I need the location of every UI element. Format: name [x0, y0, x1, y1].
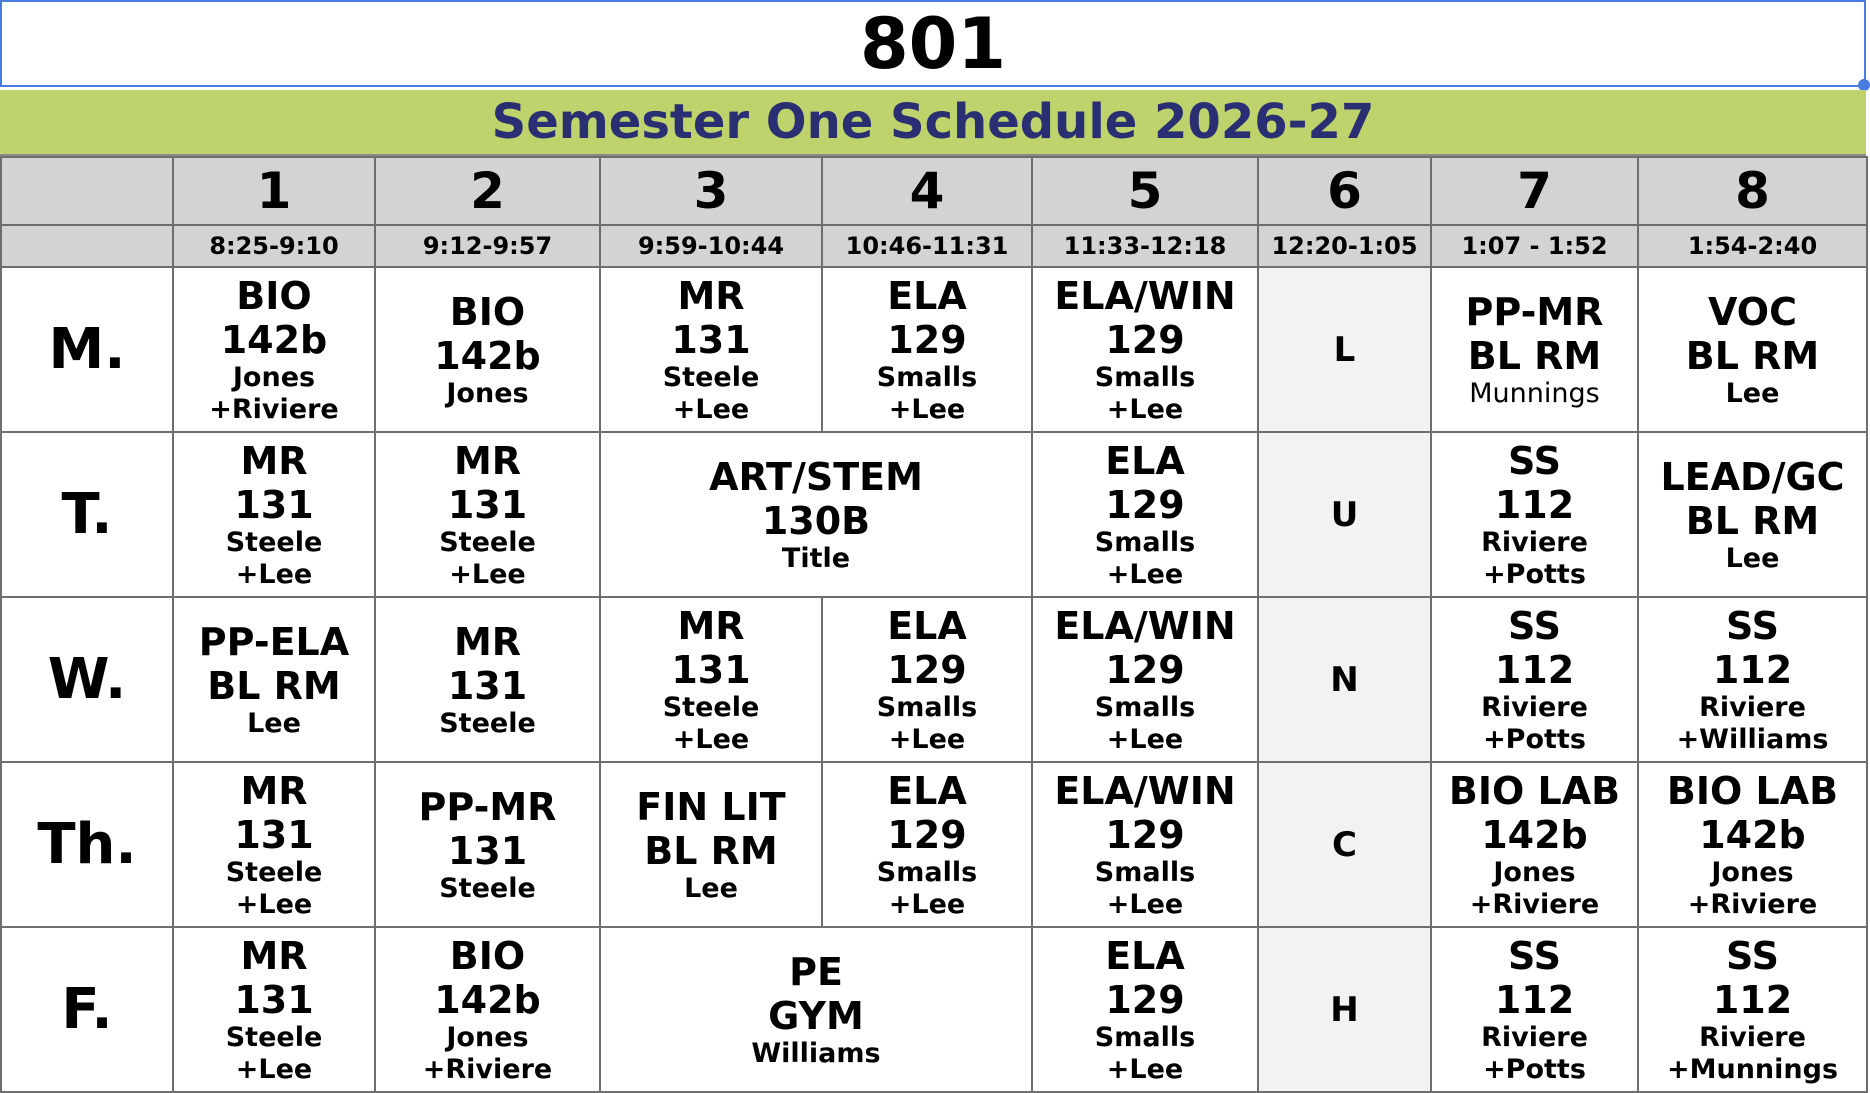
class-room: 129	[887, 317, 967, 362]
class-subject: ELA/WIN	[1054, 603, 1236, 648]
class-room: 129	[887, 812, 967, 857]
class-cell[interactable]	[375, 267, 600, 432]
class-cell[interactable]	[375, 597, 600, 762]
period-time-row	[1, 225, 1867, 267]
period-time: 9:12-9:57	[375, 225, 600, 267]
class-cell[interactable]	[1638, 267, 1867, 432]
class-co-teacher: +Williams	[1676, 723, 1829, 755]
class-co-teacher: +Potts	[1483, 558, 1586, 590]
class-teacher: Jones	[232, 361, 316, 393]
class-subject: MR	[677, 603, 745, 648]
class-teacher: Lee	[247, 707, 301, 739]
class-cell[interactable]	[1638, 927, 1867, 1092]
class-room: 112	[1494, 977, 1575, 1022]
class-co-teacher: +Lee	[235, 888, 313, 920]
class-cell[interactable]	[1431, 597, 1638, 762]
class-room: 131	[671, 647, 751, 692]
class-room: BL RM	[1467, 333, 1602, 378]
homeroom-title: 801	[859, 2, 1007, 85]
class-room: 142b	[1699, 812, 1806, 857]
class-teacher: Jones	[446, 377, 529, 409]
day-row-wednesday	[1, 597, 1867, 762]
class-subject: PP-ELA	[198, 619, 350, 664]
class-subject: MR	[240, 768, 308, 813]
class-cell[interactable]	[822, 597, 1032, 762]
class-teacher: Smalls	[1094, 526, 1196, 558]
class-teacher: Smalls	[1094, 691, 1196, 723]
class-room: 131	[234, 482, 314, 527]
class-subject: BIO LAB	[1666, 768, 1839, 813]
class-teacher: Steele	[662, 691, 760, 723]
class-subject: ELA	[887, 273, 967, 318]
period-time: 9:59-10:44	[600, 225, 822, 267]
day-row-monday	[1, 267, 1867, 432]
class-co-teacher: +Lee	[449, 558, 526, 590]
lunch-cell[interactable]: L	[1258, 267, 1431, 432]
day-label: T.	[1, 432, 173, 597]
day-row-tuesday	[1, 432, 1867, 597]
class-cell[interactable]	[1431, 762, 1638, 927]
period-number-row	[1, 157, 1867, 225]
class-subject: ELA	[887, 768, 967, 813]
class-subject: BIO	[449, 933, 526, 978]
class-teacher: Lee	[1725, 542, 1780, 574]
class-subject: MR	[453, 619, 522, 664]
class-cell[interactable]	[600, 597, 822, 762]
lunch-cell[interactable]: U	[1258, 432, 1431, 597]
class-subject: ELA	[1105, 438, 1185, 483]
day-label: Th.	[1, 762, 173, 927]
class-co-teacher: +Lee	[235, 558, 313, 590]
class-subject: SS	[1725, 603, 1780, 648]
class-subject: MR	[240, 438, 308, 483]
lunch-cell[interactable]: H	[1258, 927, 1431, 1092]
class-room: 131	[671, 317, 751, 362]
period-number: 7	[1431, 157, 1638, 225]
period-time: 8:25-9:10	[173, 225, 375, 267]
class-subject: BIO LAB	[1448, 768, 1621, 813]
class-subject: FIN LIT	[636, 784, 786, 829]
class-subject: SS	[1507, 438, 1562, 483]
lunch-cell[interactable]: C	[1258, 762, 1431, 927]
class-teacher: Jones	[446, 1021, 529, 1053]
class-room: 129	[887, 647, 967, 692]
class-co-teacher: +Lee	[1106, 558, 1184, 590]
class-cell[interactable]	[1431, 927, 1638, 1092]
class-room: 129	[1105, 812, 1185, 857]
class-cell[interactable]	[1032, 762, 1258, 927]
day-row-thursday	[1, 762, 1867, 927]
class-room: 131	[234, 812, 314, 857]
class-room: 142b	[220, 317, 328, 362]
class-room: 131	[447, 828, 528, 873]
class-cell[interactable]	[1032, 597, 1258, 762]
class-room: 112	[1712, 647, 1793, 692]
class-subject: BIO	[236, 273, 312, 318]
class-teacher: Smalls	[1094, 856, 1196, 888]
class-teacher: Steele	[225, 526, 323, 558]
class-cell[interactable]	[1638, 762, 1867, 927]
class-cell[interactable]	[1032, 927, 1258, 1092]
period-time: 10:46-11:31	[822, 225, 1032, 267]
class-co-teacher: +Potts	[1483, 1053, 1586, 1085]
class-subject: ELA/WIN	[1054, 768, 1236, 813]
class-room: BL RM	[644, 828, 778, 873]
class-subject: BIO	[449, 289, 526, 334]
class-cell[interactable]	[375, 927, 600, 1092]
class-subject: ART/STEM	[709, 454, 923, 499]
class-co-teacher: +Lee	[1106, 393, 1184, 425]
class-subject: VOC	[1708, 289, 1797, 334]
class-teacher: Riviere	[1699, 1021, 1806, 1053]
class-teacher: Riviere	[1481, 691, 1588, 723]
day-label: F.	[1, 927, 173, 1092]
class-co-teacher: +Lee	[235, 1053, 313, 1085]
class-room: BL RM	[207, 663, 341, 708]
class-room: GYM	[768, 993, 864, 1038]
day-label: M.	[1, 267, 173, 432]
class-subject: SS	[1725, 933, 1780, 978]
schedule-subtitle: Semester One Schedule 2026-27	[0, 90, 1866, 156]
class-co-teacher: +Lee	[1106, 723, 1184, 755]
period-number: 2	[375, 157, 600, 225]
class-co-teacher: +Riviere	[1687, 888, 1818, 920]
class-room: 112	[1494, 647, 1575, 692]
class-subject: PP-MR	[1465, 289, 1604, 334]
class-co-teacher: +Lee	[672, 393, 750, 425]
corner-cell	[1, 225, 173, 267]
class-room: 142b	[1481, 812, 1588, 857]
class-cell[interactable]	[600, 762, 822, 927]
corner-cell	[1, 157, 173, 225]
class-teacher: Jones	[1493, 856, 1576, 888]
class-cell[interactable]	[600, 432, 1032, 597]
class-cell[interactable]	[173, 762, 375, 927]
class-room: 131	[447, 482, 528, 527]
class-subject: PP-MR	[418, 784, 557, 829]
class-room: 131	[447, 663, 528, 708]
class-room: 112	[1712, 977, 1793, 1022]
period-number: 1	[173, 157, 375, 225]
class-cell[interactable]	[1638, 432, 1867, 597]
class-co-teacher: +Riviere	[1469, 888, 1600, 920]
class-teacher: Smalls	[1094, 1021, 1196, 1053]
class-teacher: Williams	[751, 1037, 881, 1069]
class-co-teacher: +Lee	[888, 393, 966, 425]
class-room: 142b	[434, 977, 541, 1022]
period-number: 6	[1258, 157, 1431, 225]
day-label: W.	[1, 597, 173, 762]
period-number: 3	[600, 157, 822, 225]
class-cell[interactable]	[822, 762, 1032, 927]
class-teacher: Steele	[225, 856, 323, 888]
class-teacher: Riviere	[1481, 526, 1588, 558]
lunch-cell[interactable]: N	[1258, 597, 1431, 762]
class-cell[interactable]	[173, 267, 375, 432]
class-cell[interactable]	[173, 432, 375, 597]
class-teacher: Title	[781, 542, 851, 574]
class-teacher: Munnings	[1469, 377, 1600, 409]
class-cell[interactable]	[1032, 267, 1258, 432]
class-teacher: Steele	[439, 707, 536, 739]
day-row-friday	[1, 927, 1867, 1092]
class-co-teacher: +Riviere	[209, 393, 339, 425]
class-cell[interactable]	[600, 927, 1032, 1092]
class-teacher: Steele	[662, 361, 760, 393]
class-room: 131	[234, 977, 314, 1022]
period-number: 8	[1638, 157, 1867, 225]
title-cell[interactable]	[0, 0, 1866, 87]
class-room: 129	[1105, 647, 1185, 692]
class-teacher: Jones	[1711, 856, 1794, 888]
class-room: 129	[1105, 317, 1185, 362]
period-time: 1:07 - 1:52	[1431, 225, 1638, 267]
class-subject: SS	[1507, 933, 1562, 978]
class-subject: PE	[789, 949, 843, 994]
class-room: 130B	[761, 498, 871, 543]
class-teacher: Steele	[225, 1021, 323, 1053]
class-co-teacher: +Munnings	[1666, 1053, 1839, 1085]
period-number: 4	[822, 157, 1032, 225]
class-co-teacher: +Lee	[888, 888, 966, 920]
class-teacher: Smalls	[876, 361, 978, 393]
class-teacher: Steele	[439, 526, 536, 558]
class-cell[interactable]	[1638, 597, 1867, 762]
class-co-teacher: +Lee	[1106, 1053, 1184, 1085]
class-teacher: Smalls	[876, 856, 978, 888]
class-co-teacher: +Lee	[888, 723, 966, 755]
class-teacher: Lee	[684, 872, 738, 904]
class-cell[interactable]	[375, 762, 600, 927]
class-cell[interactable]	[822, 267, 1032, 432]
period-time: 12:20-1:05	[1258, 225, 1431, 267]
period-time: 11:33-12:18	[1032, 225, 1258, 267]
class-subject: MR	[453, 438, 522, 483]
class-teacher: Riviere	[1699, 691, 1806, 723]
class-subject: ELA/WIN	[1054, 273, 1236, 318]
class-co-teacher: +Lee	[1106, 888, 1184, 920]
class-teacher: Smalls	[1094, 361, 1196, 393]
class-subject: LEAD/GC	[1660, 454, 1845, 499]
class-subject: ELA	[887, 603, 967, 648]
class-subject: MR	[677, 273, 745, 318]
class-cell[interactable]	[1032, 432, 1258, 597]
class-subject: MR	[240, 933, 308, 978]
class-teacher: Lee	[1725, 377, 1780, 409]
class-room: 112	[1494, 482, 1575, 527]
class-co-teacher: +Lee	[672, 723, 750, 755]
class-subject: ELA	[1105, 933, 1185, 978]
class-teacher: Riviere	[1481, 1021, 1588, 1053]
class-room: 142b	[434, 333, 541, 378]
class-co-teacher: +Potts	[1483, 723, 1586, 755]
class-room: BL RM	[1685, 498, 1820, 543]
class-room: 129	[1105, 482, 1185, 527]
schedule-table	[0, 156, 1868, 1093]
class-room: 129	[1105, 977, 1185, 1022]
class-cell[interactable]	[1431, 432, 1638, 597]
class-teacher: Smalls	[876, 691, 978, 723]
class-cell[interactable]	[1431, 267, 1638, 432]
period-time: 1:54-2:40	[1638, 225, 1867, 267]
period-number: 5	[1032, 157, 1258, 225]
class-subject: SS	[1507, 603, 1562, 648]
class-cell[interactable]	[600, 267, 822, 432]
class-room: BL RM	[1685, 333, 1820, 378]
class-teacher: Steele	[439, 872, 536, 904]
class-co-teacher: +Riviere	[422, 1053, 553, 1085]
class-cell[interactable]	[173, 927, 375, 1092]
class-cell[interactable]	[173, 597, 375, 762]
class-cell[interactable]	[375, 432, 600, 597]
